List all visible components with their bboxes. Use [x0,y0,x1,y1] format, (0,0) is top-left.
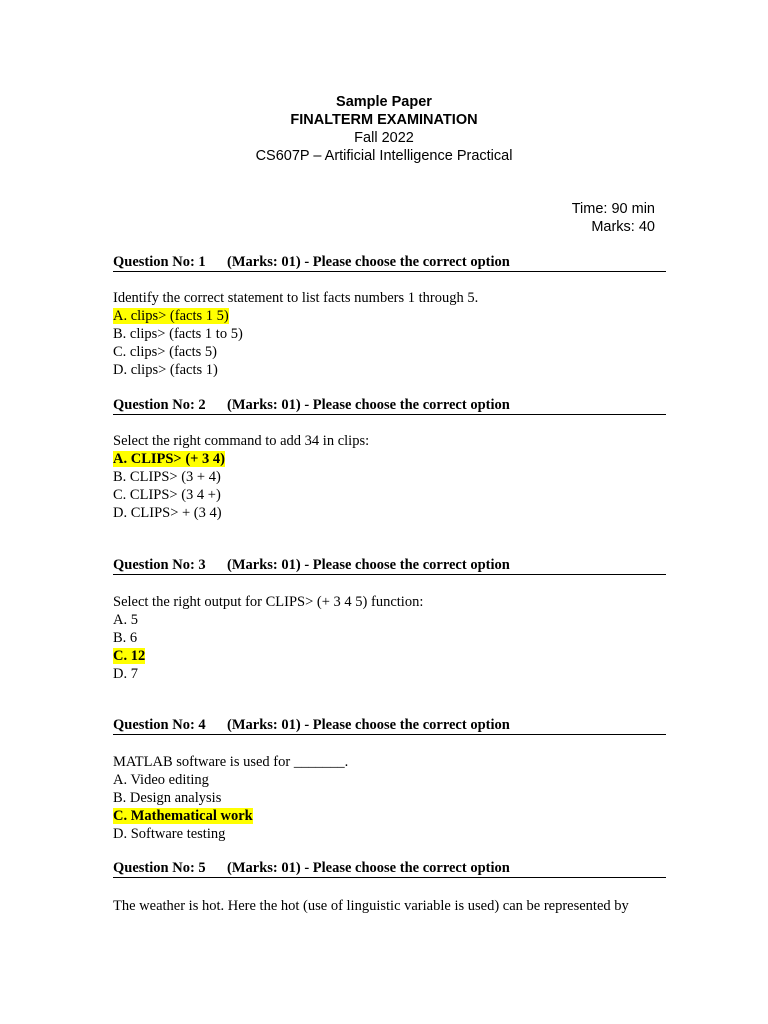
option-a-correct: A. clips> (facts 1 5) [113,308,229,324]
option-c: C. CLIPS> (3 4 +) [113,487,221,503]
option-b: B. clips> (facts 1 to 5) [113,326,243,342]
option-a: A. 5 [113,612,138,628]
question-text: Identify the correct statement to list facts numbers 1 through 5. [113,290,479,306]
question-3-heading [113,557,666,575]
question-1-heading [113,254,666,272]
option-c-correct: C. Mathematical work [113,808,253,824]
question-5-heading [113,860,666,878]
question-text: The weather is hot. Here the hot (use of linguistic variable is used) can be represented by [113,898,629,914]
question-number: Question No: 1 [113,254,206,270]
question-1-body [113,289,673,379]
question-marks: (Marks: 01) - Please choose the correct option [227,557,510,573]
question-marks: (Marks: 01) - Please choose the correct option [227,254,510,270]
option-b: B. 6 [113,630,138,646]
exam-marks: Marks: 40 [591,219,655,235]
question-number: Question No: 2 [113,397,206,413]
question-3-body [113,593,673,683]
option-d: D. CLIPS> + (3 4) [113,505,222,521]
question-text: Select the right command to add 34 in clips: [113,433,370,449]
question-2-heading [113,397,666,415]
question-number: Question No: 5 [113,860,206,876]
paper-type: Sample Paper [336,94,432,110]
question-4-body [113,753,673,843]
question-5-body [113,897,673,915]
exam-term: Fall 2022 [354,130,414,146]
option-b: B. Design analysis [113,790,222,806]
question-2-body [113,432,673,522]
option-b: B. CLIPS> (3 + 4) [113,469,221,485]
question-text: Select the right output for CLIPS> (+ 3 4 5) function: [113,594,424,610]
exam-title: FINALTERM EXAMINATION [290,112,478,128]
option-d: D. clips> (facts 1) [113,362,218,378]
question-marks: (Marks: 01) - Please choose the correct option [227,717,510,733]
option-a: A. Video editing [113,772,209,788]
question-number: Question No: 4 [113,717,206,733]
question-text: MATLAB software is used for _______. [113,754,349,770]
question-marks: (Marks: 01) - Please choose the correct option [227,397,510,413]
question-4-heading [113,717,666,735]
option-c-correct: C. 12 [113,648,146,664]
option-d: D. Software testing [113,826,226,842]
exam-time: Time: 90 min [571,201,655,217]
option-a-correct: A. CLIPS> (+ 3 4) [113,451,225,467]
option-d: D. 7 [113,666,138,682]
course-title: CS607P – Artificial Intelligence Practical [255,148,513,164]
question-marks: (Marks: 01) - Please choose the correct option [227,860,510,876]
option-c: C. clips> (facts 5) [113,344,218,360]
question-number: Question No: 3 [113,557,206,573]
